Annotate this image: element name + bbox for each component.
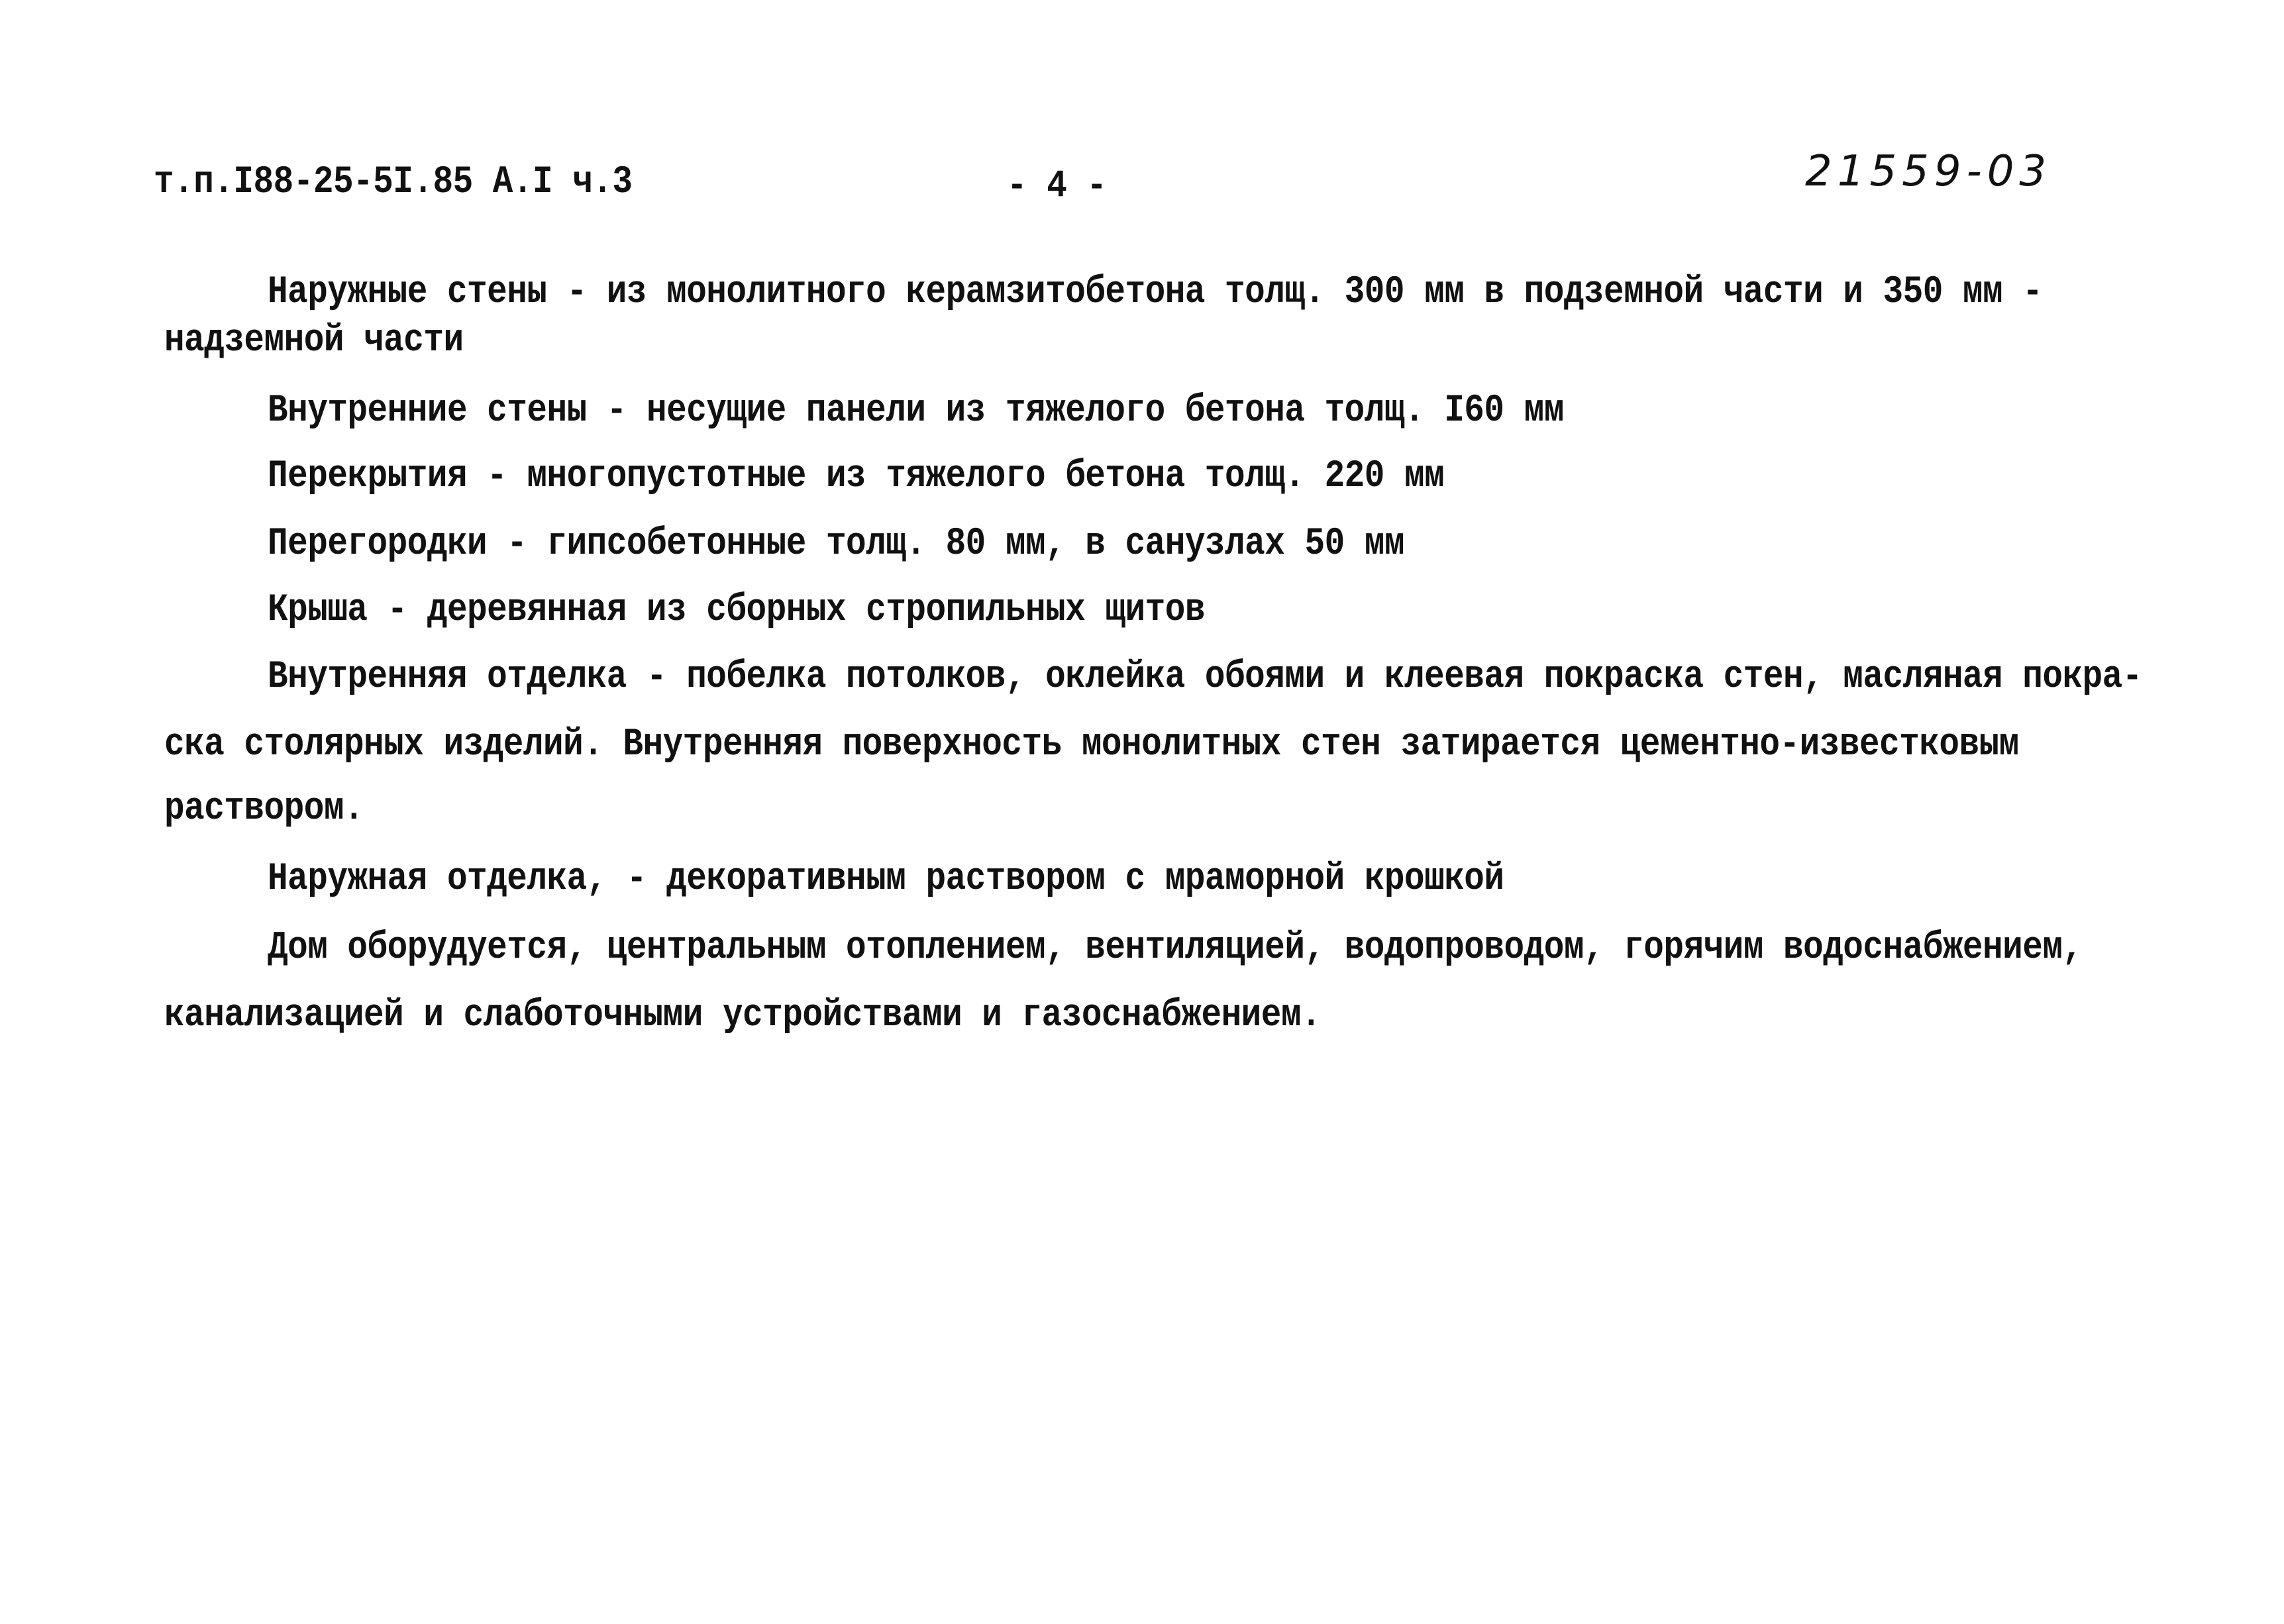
body-line: Наружные стены - из монолитного керамзитобетона толщ. 300 мм в подземной части и 350 мм - [268,270,2043,315]
body-line: Внутренняя отделка - побелка потолков, оклейка обоями и клеевая покраска стен, масляная покра- [268,655,2142,699]
page-number: - 4 - [1007,164,1107,209]
body-line: Перегородки - гипсобетонные толщ. 80 мм, в санузлах 50 мм [268,522,1404,566]
body-line: канализацией и слаботочными устройствами и газоснабжением. [164,993,1322,1038]
body-line: надземной части [164,319,464,363]
handwritten-number: 21559-03 [1805,147,2052,196]
body-line: Внутренние стены - несущие панели из тяжелого бетона толщ. I60 мм [268,389,1564,433]
body-line: раствором. [164,787,364,831]
body-line: Перекрытия - многопустотные из тяжелого бетона толщ. 220 мм [268,454,1445,499]
body-line: Наружная отделка, - декоративным раствором с мраморной крошкой [268,857,1504,901]
doc-code: т.п.I88-25-5I.85 А.I ч.3 [154,160,633,205]
body-line: Дом оборудуется, центральным отоплением, вентиляцией, водопроводом, горячим водоснабжением, [268,926,2083,970]
body-line: ска столярных изделий. Внутренняя поверхность монолитных стен затирается цементно-известковым [164,723,2019,767]
body-line: Крыша - деревянная из сборных стропильных щитов [268,588,1205,633]
